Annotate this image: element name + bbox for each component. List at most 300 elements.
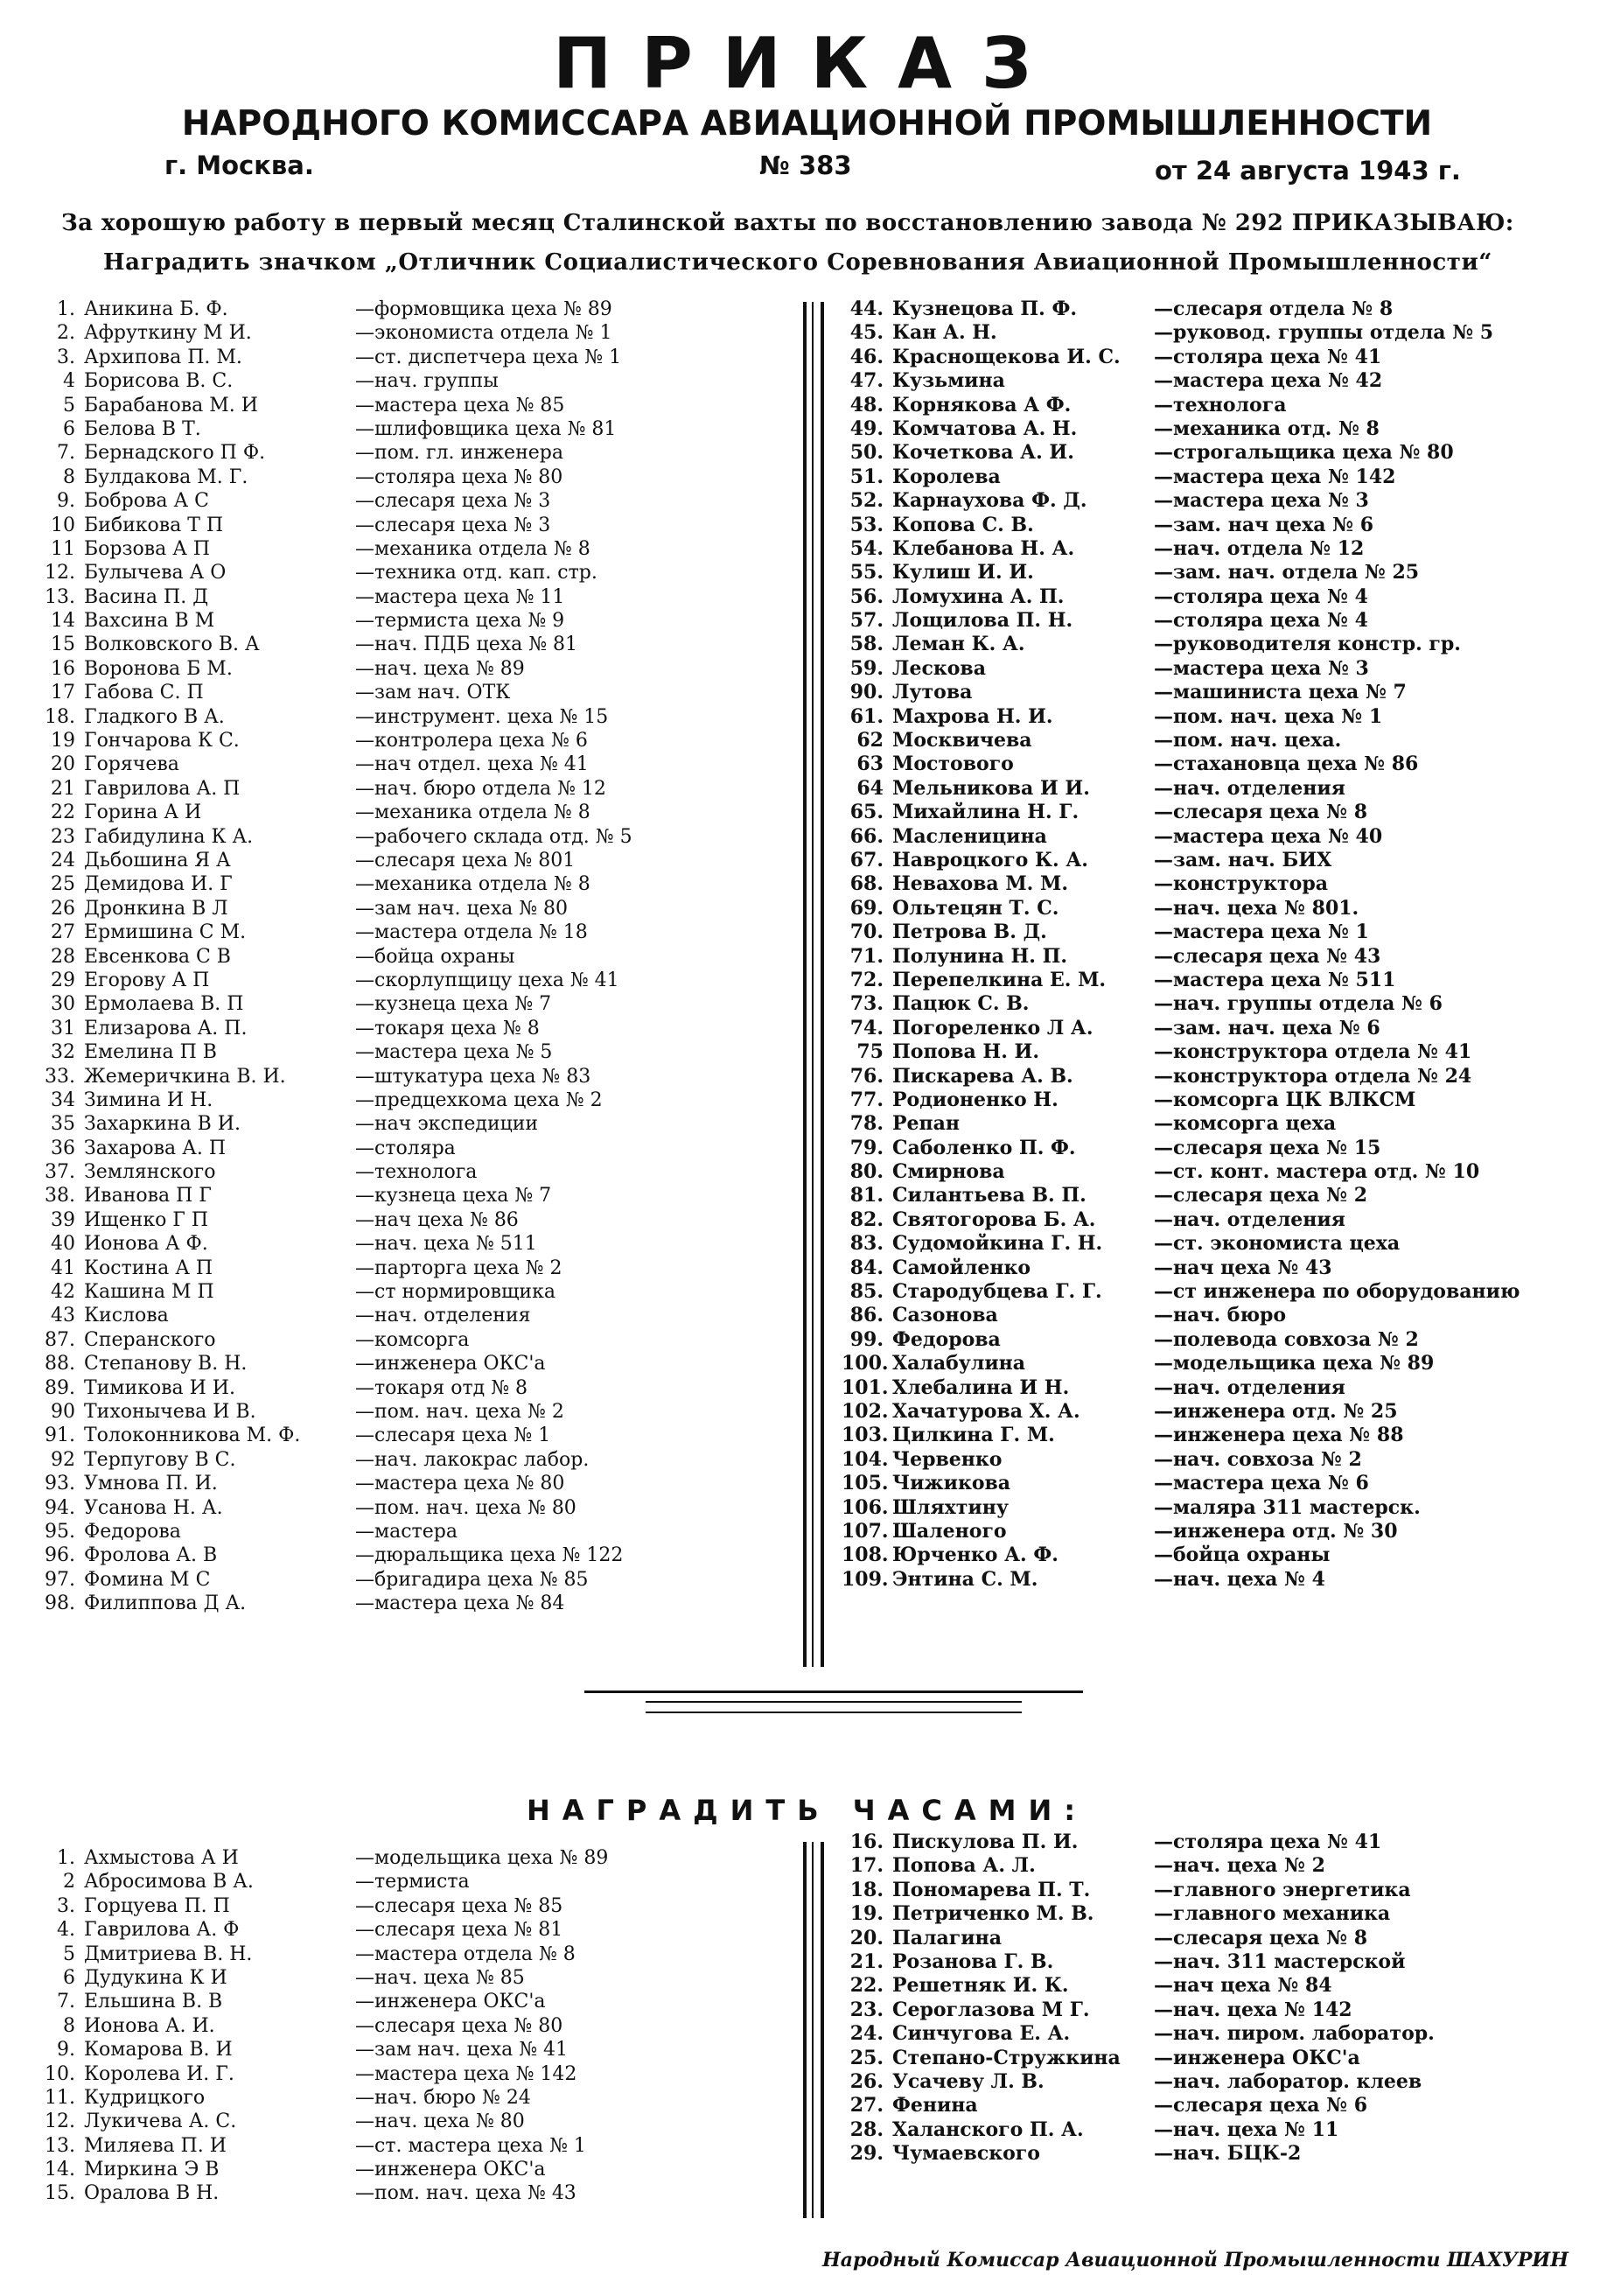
item-number: 58. — [849, 633, 884, 656]
item-number: 20 — [51, 753, 75, 776]
list-item — [33, 1544, 803, 1567]
person-name: Миляева П. И — [84, 2134, 227, 2157]
item-number: 9. — [57, 490, 75, 513]
position-title: —нач. цеха № 4 — [1154, 1567, 1325, 1591]
position-title: —термиста цеха № 9 — [355, 610, 565, 633]
list-item — [33, 657, 803, 681]
person-name: Вахсина В М — [84, 610, 215, 633]
position-title: —слесаря цеха № 801 — [355, 849, 576, 872]
position-title: —нач. цеха № 801. — [1154, 896, 1359, 920]
list-item — [33, 466, 803, 489]
position-title: —мастера отдела № 18 — [355, 921, 588, 944]
position-title: —слесаря цеха № 80 — [355, 2014, 563, 2037]
person-name: Васина П. Д — [84, 585, 209, 608]
position-title: —нач. отделения — [1154, 1376, 1345, 1399]
intro-line-2: Наградить значком „Отличник Социалистического Соревнования Авиационной Промышленности“ — [103, 249, 1492, 276]
item-number: 9. — [57, 2039, 75, 2062]
position-title: —мастера цеха № 142 — [355, 2062, 577, 2085]
intro-line-1: За хорошую работу в первый месяц Сталинской вахты по восстановлению завода № 292 ПРИКАЗЫВАЮ: — [61, 210, 1514, 236]
person-name: Корнякова А Ф. — [892, 393, 1072, 416]
person-name: Петрова В. Д. — [892, 920, 1047, 944]
person-name: Горина А И — [84, 802, 202, 824]
list-item — [33, 1966, 803, 1990]
list-item — [33, 920, 803, 944]
item-number: 15. — [45, 2182, 75, 2205]
position-title: —машиниста цеха № 7 — [1154, 681, 1407, 704]
item-number: 90 — [51, 1400, 75, 1423]
list-item — [33, 849, 803, 872]
person-name: Лукичева А. С. — [84, 2110, 237, 2133]
list-item — [842, 1137, 1611, 1160]
item-number: 1. — [57, 1847, 75, 1869]
position-title: —нач цеха № 43 — [1154, 1256, 1332, 1279]
person-name: Гаврилова А. Ф — [84, 1919, 240, 1942]
position-title: —главного механика — [1154, 1902, 1391, 1926]
item-number: 48. — [849, 393, 884, 416]
list-item — [842, 1352, 1611, 1376]
person-name: Погореленко Л А. — [892, 1016, 1093, 1040]
item-number: 99. — [849, 1327, 884, 1351]
position-title: —полевода совхоза № 2 — [1154, 1327, 1419, 1351]
column-divider — [803, 302, 807, 1667]
item-number: 52. — [849, 489, 884, 513]
person-name: Ермолаева В. П — [84, 993, 244, 1016]
person-name: Демидова И. Г — [84, 873, 233, 896]
item-number: 16 — [51, 657, 75, 680]
person-name: Булдакова М. Г. — [84, 466, 248, 488]
item-number: 105. — [842, 1472, 889, 1495]
person-name: Энтина С. М. — [892, 1567, 1038, 1591]
item-number: 43 — [51, 1305, 75, 1327]
position-title: —нач. цеха № 142 — [1154, 1998, 1352, 2021]
item-number: 28. — [849, 2118, 884, 2141]
item-number: 49. — [849, 416, 884, 440]
item-number: 108. — [842, 1544, 889, 1567]
person-name: Смирнова — [892, 1160, 1005, 1184]
list-item — [842, 1472, 1611, 1495]
list-item — [842, 969, 1611, 992]
position-title: —предцехкома цеха № 2 — [355, 1088, 603, 1111]
list-item — [842, 801, 1611, 824]
section-divider — [646, 1701, 1022, 1703]
item-number: 37. — [45, 1161, 75, 1184]
person-name: Шляхтину — [892, 1495, 1009, 1519]
person-name: Червенко — [892, 1447, 1003, 1471]
person-name: Родионенко Н. — [892, 1088, 1059, 1111]
item-number: 18. — [849, 1878, 884, 1901]
item-number: 39 — [51, 1208, 75, 1231]
list-item — [842, 1879, 1611, 1902]
person-name: Чумаевского — [892, 2142, 1040, 2166]
position-title: —техника отд. кап. стр. — [355, 562, 597, 584]
position-title: —слесаря цеха № 8 — [1154, 801, 1368, 824]
list-item — [33, 1040, 803, 1064]
person-name: Клебанова Н. А. — [892, 536, 1075, 560]
item-number: 23 — [51, 825, 75, 848]
item-number: 85. — [849, 1280, 884, 1304]
person-name: Жемеричкина В. И. — [84, 1065, 286, 1088]
position-title: —инженера отд. № 30 — [1154, 1519, 1398, 1543]
position-title: —модельщика цеха № 89 — [355, 1847, 609, 1869]
person-name: Розанова Г. В. — [892, 1950, 1054, 1973]
item-number: 1. — [57, 298, 75, 320]
item-number: 22. — [849, 1974, 884, 1998]
list-item — [33, 1280, 803, 1304]
position-title: —токаря цеха № 8 — [355, 1017, 540, 1040]
position-title: —токаря отд № 8 — [355, 1376, 528, 1399]
person-name: Москвичева — [892, 729, 1032, 752]
person-name: Пацюк С. В. — [892, 992, 1030, 1016]
list-item — [33, 441, 803, 465]
list-item — [33, 872, 803, 896]
list-item — [33, 489, 803, 513]
column-divider — [821, 1842, 824, 2218]
position-title: —слесаря цеха № 2 — [1154, 1184, 1368, 1208]
list-item — [33, 394, 803, 417]
position-title: —нач. цеха № 80 — [355, 2110, 525, 2133]
item-number: 57. — [849, 609, 884, 633]
position-title: —зам. нач цеха № 6 — [1154, 513, 1374, 536]
item-number: 68. — [849, 872, 884, 896]
person-name: Хлебалина И Н. — [892, 1376, 1070, 1399]
person-name: Комчатова А. Н. — [892, 416, 1078, 440]
item-number: 65. — [849, 801, 884, 824]
position-title: —главного энергетика — [1154, 1878, 1411, 1901]
list-item — [33, 1184, 803, 1208]
position-title: —кузнеца цеха № 7 — [355, 993, 552, 1016]
person-name: Лутова — [892, 681, 973, 704]
list-item — [842, 872, 1611, 896]
position-title: —термиста — [355, 1871, 470, 1894]
position-title: —контролера цеха № 6 — [355, 730, 588, 752]
position-title: —нач. цеха № 89 — [355, 657, 525, 680]
signature: Народный Комиссар Авиационной Промышленности ШАХУРИН — [822, 2249, 1569, 2272]
list-item — [33, 1448, 803, 1472]
list-item — [842, 657, 1611, 681]
list-item — [33, 1918, 803, 1942]
position-title: —строгальщика цеха № 80 — [1154, 441, 1454, 465]
item-number: 66. — [849, 824, 884, 848]
item-number: 69. — [849, 896, 884, 920]
person-name: Махрова Н. И. — [892, 704, 1053, 728]
list-item — [842, 1304, 1611, 1327]
person-name: Леман К. А. — [892, 633, 1025, 656]
list-item — [33, 2134, 803, 2158]
position-title: —слесаря цеха № 15 — [1154, 1136, 1381, 1159]
item-number: 92 — [51, 1448, 75, 1471]
person-name: Ломухина А. П. — [892, 584, 1065, 608]
person-name: Борисова В. С. — [84, 370, 234, 393]
person-name: Филиппова Д А. — [84, 1592, 247, 1615]
item-number: 84. — [849, 1256, 884, 1279]
item-number: 11. — [45, 2086, 75, 2109]
list-item — [33, 1137, 803, 1160]
item-number: 23. — [849, 1998, 884, 2021]
person-name: Попова А. Л. — [892, 1854, 1036, 1878]
item-number: 91. — [45, 1424, 75, 1447]
item-number: 103. — [842, 1424, 889, 1447]
person-name: Габова С. П — [84, 682, 204, 704]
item-number: 16. — [849, 1830, 884, 1853]
person-name: Кудрицкого — [84, 2086, 206, 2109]
item-number: 3. — [57, 346, 75, 368]
person-name: Бибикова Т П — [84, 514, 224, 536]
item-number: 24 — [51, 849, 75, 872]
position-title: —комсорга — [355, 1328, 470, 1351]
person-name: Миркина Э В — [84, 2159, 220, 2181]
item-number: 71. — [849, 944, 884, 968]
person-name: Кашина М П — [84, 1281, 214, 1304]
item-number: 2 — [63, 1871, 75, 1894]
person-name: Иванова П Г — [84, 1185, 212, 1208]
item-number: 94. — [45, 1496, 75, 1519]
person-name: Фролова А. В — [84, 1544, 218, 1567]
position-title: —слесаря цеха № 81 — [355, 1919, 563, 1942]
position-title: —нач. группы — [355, 370, 499, 393]
position-title: —пом. нач. цеха № 1 — [1154, 704, 1383, 728]
position-title: —инструмент. цеха № 15 — [355, 705, 609, 728]
position-title: —стахановца цеха № 86 — [1154, 752, 1419, 776]
person-name: Оралова В Н. — [84, 2182, 220, 2205]
document-number: № 383 — [759, 150, 852, 180]
list-item — [842, 945, 1611, 969]
person-name: Попова Н. И. — [892, 1040, 1039, 1064]
item-number: 6 — [63, 417, 75, 440]
item-number: 5 — [63, 394, 75, 416]
item-number: 97. — [45, 1568, 75, 1591]
list-item — [842, 897, 1611, 920]
person-name: Степано-Стружкина — [892, 2046, 1121, 2069]
position-title: —пом. нач. цеха № 2 — [355, 1400, 564, 1423]
position-title: —пом. нач. цеха. — [1154, 729, 1342, 752]
list-item — [33, 298, 803, 321]
item-number: 6 — [63, 1966, 75, 1989]
position-title: —инженера ОКС'а — [355, 1353, 546, 1376]
list-item — [33, 1160, 803, 1184]
list-item — [33, 945, 803, 969]
list-item — [842, 1424, 1611, 1447]
position-title: —слесаря цеха № 43 — [1154, 944, 1381, 968]
person-name: Булычева А О — [84, 562, 227, 584]
list-item — [33, 2158, 803, 2181]
position-title: —нач цеха № 84 — [1154, 1974, 1332, 1998]
item-number: 67. — [849, 848, 884, 872]
position-title: —мастера цеха № 511 — [1154, 968, 1396, 991]
list-item — [33, 633, 803, 656]
position-title: —мастера цеха № 5 — [355, 1041, 553, 1064]
item-number: 53. — [849, 513, 884, 536]
watches-left-column — [33, 1846, 803, 2206]
list-item — [33, 801, 803, 824]
list-item — [33, 1472, 803, 1495]
list-item — [33, 1112, 803, 1136]
person-name: Землянского — [84, 1161, 216, 1184]
list-item — [842, 1160, 1611, 1184]
list-item — [33, 1496, 803, 1520]
list-item — [842, 1854, 1611, 1878]
list-item — [842, 1830, 1611, 1854]
list-item — [33, 1017, 803, 1040]
position-title: —нач. отделения — [355, 1305, 531, 1327]
person-name: Гаврилова А. П — [84, 777, 241, 800]
position-title: —ст. диспетчера цеха № 1 — [355, 346, 622, 368]
item-number: 27 — [51, 921, 75, 944]
item-number: 102. — [842, 1399, 889, 1423]
position-title: —шлифовщика цеха № 81 — [355, 417, 617, 440]
person-name: Воронова Б М. — [84, 657, 233, 680]
item-number: 38. — [45, 1185, 75, 1208]
list-item — [33, 2181, 803, 2205]
person-name: Самойленко — [892, 1256, 1031, 1279]
section-divider — [646, 1712, 1022, 1713]
position-title: —ст нормировщика — [355, 1281, 555, 1304]
person-name: Ахмыстова А И — [84, 1847, 239, 1869]
item-number: 28 — [51, 945, 75, 968]
list-item — [33, 1894, 803, 1918]
item-number: 29 — [51, 969, 75, 991]
list-item — [33, 1846, 803, 1870]
person-name: Усанова Н. А. — [84, 1496, 223, 1519]
item-number: 90. — [849, 681, 884, 704]
item-number: 63 — [856, 752, 884, 776]
list-item — [842, 489, 1611, 513]
position-title: —бойца охраны — [1154, 1544, 1331, 1567]
person-name: Ионова А. И. — [84, 2014, 215, 2037]
position-title: —рабочего склада отд. № 5 — [355, 825, 632, 848]
item-number: 61. — [849, 704, 884, 728]
position-title: —мастера цеха № 11 — [355, 585, 565, 608]
item-number: 15 — [51, 634, 75, 656]
person-name: Дудукина К И — [84, 1966, 227, 1989]
list-item — [33, 1990, 803, 2013]
list-item — [842, 1208, 1611, 1232]
person-name: Невахова М. М. — [892, 872, 1068, 896]
position-title: —нач. отделения — [1154, 776, 1345, 800]
position-title: —столяра цеха № 4 — [1154, 609, 1368, 633]
list-item — [842, 609, 1611, 633]
list-item — [842, 585, 1611, 609]
person-name: Михайлина Н. Г. — [892, 801, 1079, 824]
person-name: Горячева — [84, 753, 179, 776]
position-title: —столяра цеха № 41 — [1154, 345, 1382, 368]
column-divider — [812, 1842, 814, 2218]
person-name: Краснощекова И. С. — [892, 345, 1121, 368]
person-name: Сероглазова М Г. — [892, 1998, 1090, 2021]
item-number: 72. — [849, 968, 884, 991]
position-title: —нач экспедиции — [355, 1113, 539, 1136]
list-item — [842, 825, 1611, 849]
list-item — [842, 2022, 1611, 2046]
person-name: Толоконникова М. Ф. — [84, 1424, 301, 1447]
position-title: —нач. группы отдела № 6 — [1154, 992, 1443, 1016]
item-number: 47. — [849, 369, 884, 393]
person-name: Усачеву Л. В. — [892, 2069, 1045, 2093]
document-date: от 24 августа 1943 г. — [1155, 156, 1461, 186]
item-number: 27. — [849, 2094, 884, 2118]
position-title: —мастера цеха № 84 — [355, 1592, 565, 1615]
person-name: Умнова П. И. — [84, 1473, 218, 1495]
position-title: —конструктора — [1154, 872, 1328, 896]
person-name: Кулиш И. И. — [892, 561, 1034, 584]
person-name: Евсенкова С В — [84, 945, 231, 968]
position-title: —нач. 311 мастерской — [1154, 1950, 1406, 1973]
person-name: Юрченко А. Ф. — [892, 1544, 1059, 1567]
column-divider — [812, 302, 814, 1667]
person-name: Гончарова К С. — [84, 730, 240, 752]
item-number: 12. — [45, 562, 75, 584]
list-item — [842, 729, 1611, 752]
position-title: —мастера — [355, 1520, 458, 1543]
position-title: —нач. ПДБ цеха № 81 — [355, 634, 578, 656]
person-name: Репан — [892, 1112, 960, 1136]
person-name: Степанову В. Н. — [84, 1353, 248, 1376]
item-number: 75 — [856, 1040, 884, 1064]
column-divider — [821, 302, 824, 1667]
list-item — [842, 441, 1611, 465]
position-title: —столяра цеха № 41 — [1154, 1830, 1382, 1853]
position-title: —скорлупщицу цеха № 41 — [355, 969, 619, 991]
list-item — [842, 466, 1611, 489]
item-number: 5 — [63, 1942, 75, 1965]
item-number: 33. — [45, 1065, 75, 1088]
item-number: 14. — [45, 2159, 75, 2181]
position-title: —мастера отдела № 8 — [355, 1942, 576, 1965]
list-item — [842, 752, 1611, 776]
position-title: —зам. нач. цеха № 6 — [1154, 1016, 1380, 1040]
list-item — [842, 1400, 1611, 1424]
person-name: Кан А. Н. — [892, 321, 997, 345]
position-title: —механика отдела № 8 — [355, 873, 590, 896]
position-title: —слесаря цеха № 8 — [1154, 1926, 1368, 1950]
item-number: 17 — [51, 682, 75, 704]
person-name: Копова С. В. — [892, 513, 1034, 536]
item-number: 46. — [849, 345, 884, 368]
position-title: —конструктора отдела № 41 — [1154, 1040, 1472, 1064]
list-item — [33, 346, 803, 369]
list-item — [33, 705, 803, 729]
list-item — [33, 1352, 803, 1376]
item-number: 89. — [45, 1376, 75, 1399]
list-item — [33, 1424, 803, 1447]
position-title: —модельщика цеха № 89 — [1154, 1352, 1435, 1376]
person-name: Горцуева П. П — [84, 1894, 230, 1917]
person-name: Федорова — [892, 1327, 1001, 1351]
list-item — [842, 1902, 1611, 1926]
awardees-right-column — [842, 298, 1611, 1592]
item-number: 59. — [849, 656, 884, 680]
item-number: 106. — [842, 1495, 889, 1519]
position-title: —мастера цеха № 40 — [1154, 824, 1383, 848]
list-item — [33, 514, 803, 537]
item-number: 36 — [51, 1137, 75, 1159]
position-title: —мастера цеха № 85 — [355, 394, 565, 416]
position-title: —нач. пиром. лаборатор. — [1154, 2022, 1435, 2046]
position-title: —мастера цеха № 42 — [1154, 369, 1383, 393]
person-name: Пискулова П. И. — [892, 1830, 1079, 1853]
list-item — [842, 992, 1611, 1016]
list-item — [33, 752, 803, 776]
person-name: Костина А П — [84, 1256, 213, 1279]
position-title: —бригадира цеха № 85 — [355, 1568, 589, 1591]
list-item — [33, 1568, 803, 1592]
list-item — [842, 1448, 1611, 1472]
list-item — [842, 1544, 1611, 1567]
person-name: Аникина Б. Ф. — [84, 298, 228, 320]
item-number: 81. — [849, 1184, 884, 1208]
item-number: 14 — [51, 610, 75, 633]
person-name: Палагина — [892, 1926, 1002, 1950]
item-number: 35 — [51, 1113, 75, 1136]
